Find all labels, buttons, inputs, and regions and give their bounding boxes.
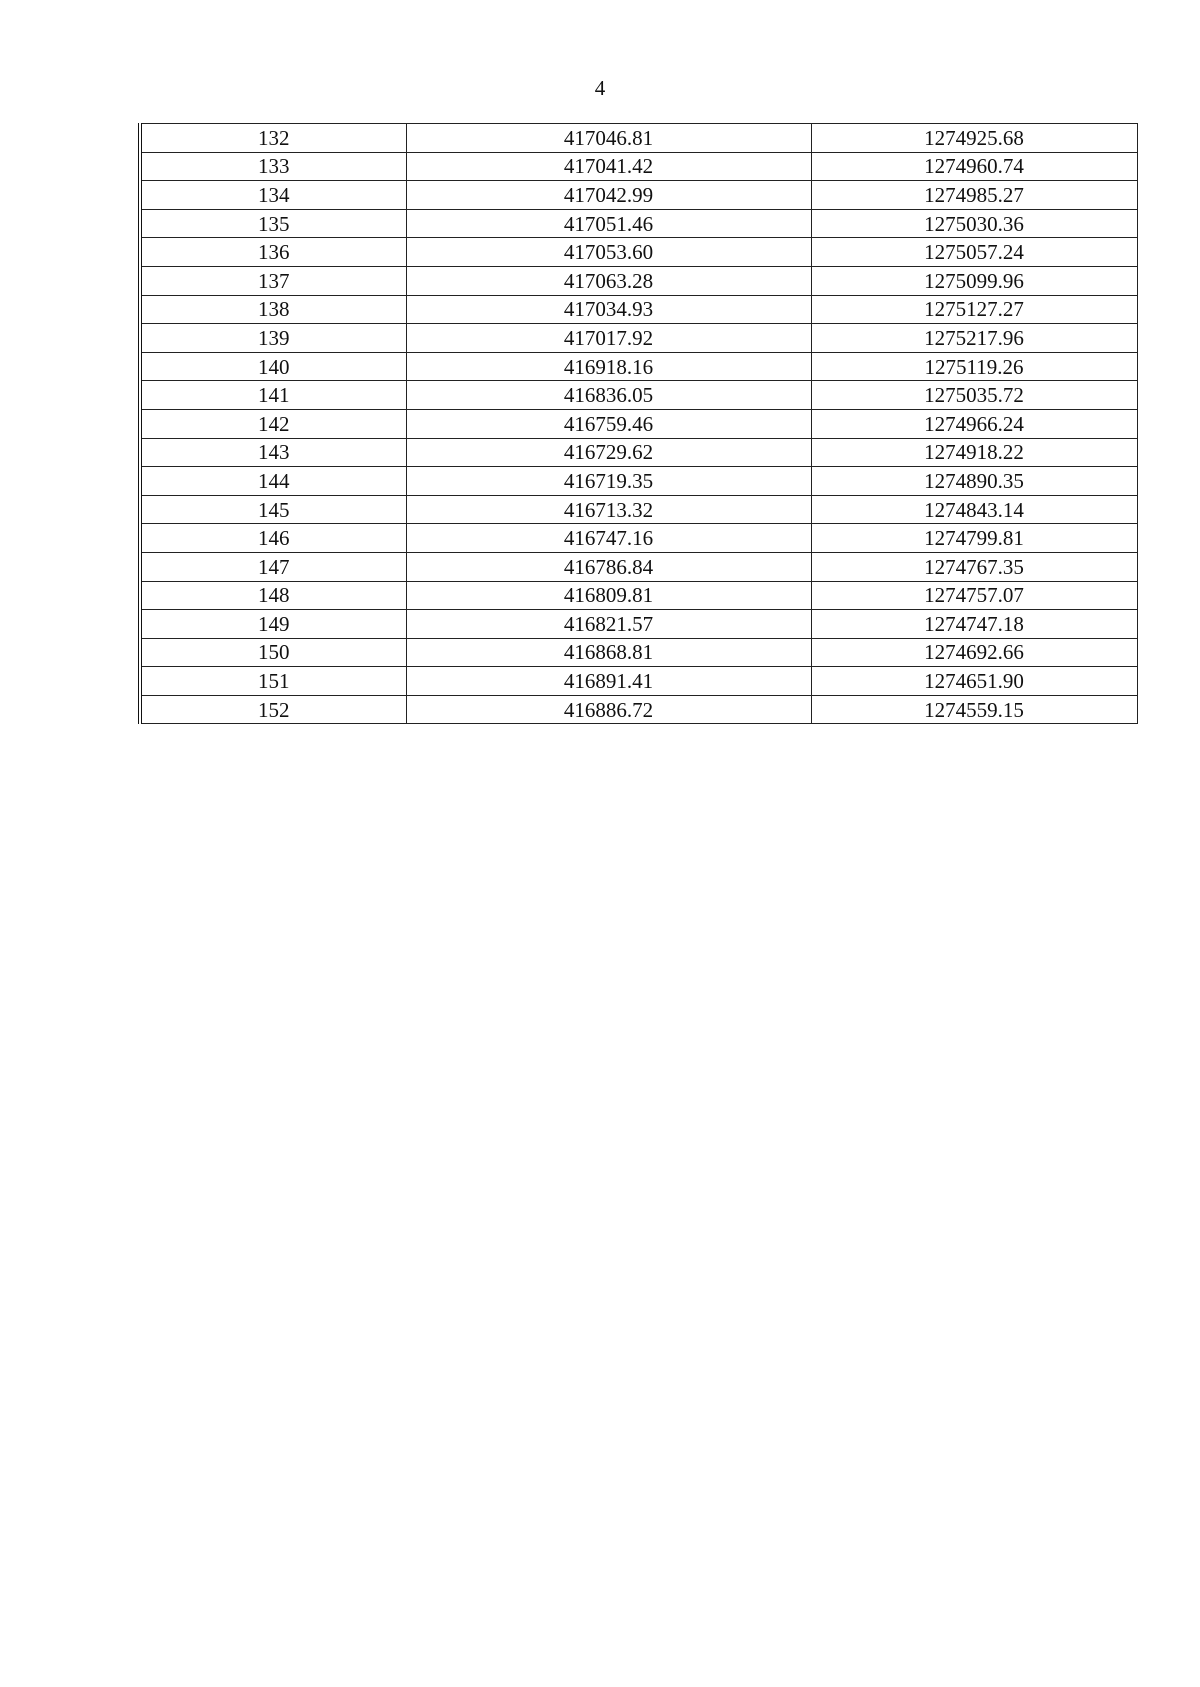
table-row <box>140 495 1137 524</box>
point-number-cell: 149 <box>140 610 406 639</box>
table-row <box>140 438 1137 467</box>
table-row <box>140 610 1137 639</box>
point-number-cell: 140 <box>140 352 406 381</box>
table-row <box>140 524 1137 553</box>
point-number-cell: 146 <box>140 524 406 553</box>
x-coordinate-cell: 416759.46 <box>406 409 811 438</box>
point-number-cell: 137 <box>140 266 406 295</box>
y-coordinate-cell: 1275127.27 <box>811 295 1137 324</box>
coordinates-table <box>138 123 1138 724</box>
y-coordinate-cell: 1274925.68 <box>811 124 1137 153</box>
x-coordinate-cell: 416868.81 <box>406 638 811 667</box>
point-number-cell: 152 <box>140 695 406 724</box>
y-coordinate-cell: 1274843.14 <box>811 495 1137 524</box>
x-coordinate-cell: 416809.81 <box>406 581 811 610</box>
table-row <box>140 238 1137 267</box>
point-number-cell: 145 <box>140 495 406 524</box>
table-row <box>140 152 1137 181</box>
y-coordinate-cell: 1274767.35 <box>811 552 1137 581</box>
point-number-cell: 132 <box>140 124 406 153</box>
point-number-cell: 138 <box>140 295 406 324</box>
y-coordinate-cell: 1274960.74 <box>811 152 1137 181</box>
y-coordinate-cell: 1275099.96 <box>811 266 1137 295</box>
x-coordinate-cell: 417034.93 <box>406 295 811 324</box>
point-number-cell: 142 <box>140 409 406 438</box>
table-row <box>140 181 1137 210</box>
point-number-cell: 148 <box>140 581 406 610</box>
x-coordinate-cell: 417063.28 <box>406 266 811 295</box>
x-coordinate-cell: 416836.05 <box>406 381 811 410</box>
table-row <box>140 209 1137 238</box>
y-coordinate-cell: 1274799.81 <box>811 524 1137 553</box>
page-number: 4 <box>594 76 606 100</box>
point-number-cell: 136 <box>140 238 406 267</box>
y-coordinate-cell: 1274985.27 <box>811 181 1137 210</box>
x-coordinate-cell: 417051.46 <box>406 209 811 238</box>
x-coordinate-cell: 416786.84 <box>406 552 811 581</box>
table-row <box>140 324 1137 353</box>
point-number-cell: 151 <box>140 667 406 696</box>
x-coordinate-cell: 416713.32 <box>406 495 811 524</box>
table-row <box>140 552 1137 581</box>
point-number-cell: 141 <box>140 381 406 410</box>
y-coordinate-cell: 1274692.66 <box>811 638 1137 667</box>
point-number-cell: 135 <box>140 209 406 238</box>
y-coordinate-cell: 1274651.90 <box>811 667 1137 696</box>
point-number-cell: 144 <box>140 467 406 496</box>
table-row <box>140 381 1137 410</box>
point-number-cell: 139 <box>140 324 406 353</box>
x-coordinate-cell: 417042.99 <box>406 181 811 210</box>
coordinates-table-body <box>140 124 1137 724</box>
point-number-cell: 147 <box>140 552 406 581</box>
table-row <box>140 695 1137 724</box>
table-row <box>140 581 1137 610</box>
table-row <box>140 124 1137 153</box>
x-coordinate-cell: 417046.81 <box>406 124 811 153</box>
point-number-cell: 134 <box>140 181 406 210</box>
y-coordinate-cell: 1275035.72 <box>811 381 1137 410</box>
x-coordinate-cell: 416747.16 <box>406 524 811 553</box>
table-row <box>140 467 1137 496</box>
x-coordinate-cell: 416918.16 <box>406 352 811 381</box>
y-coordinate-cell: 1274757.07 <box>811 581 1137 610</box>
y-coordinate-cell: 1274890.35 <box>811 467 1137 496</box>
table-row <box>140 266 1137 295</box>
x-coordinate-cell: 416821.57 <box>406 610 811 639</box>
point-number-cell: 133 <box>140 152 406 181</box>
x-coordinate-cell: 416719.35 <box>406 467 811 496</box>
table-row <box>140 667 1137 696</box>
table-row <box>140 409 1137 438</box>
y-coordinate-cell: 1275057.24 <box>811 238 1137 267</box>
y-coordinate-cell: 1274918.22 <box>811 438 1137 467</box>
x-coordinate-cell: 416886.72 <box>406 695 811 724</box>
x-coordinate-cell: 417053.60 <box>406 238 811 267</box>
x-coordinate-cell: 417017.92 <box>406 324 811 353</box>
x-coordinate-cell: 417041.42 <box>406 152 811 181</box>
point-number-cell: 150 <box>140 638 406 667</box>
table-row <box>140 638 1137 667</box>
y-coordinate-cell: 1274559.15 <box>811 695 1137 724</box>
table-row <box>140 295 1137 324</box>
y-coordinate-cell: 1275030.36 <box>811 209 1137 238</box>
y-coordinate-cell: 1275217.96 <box>811 324 1137 353</box>
x-coordinate-cell: 416891.41 <box>406 667 811 696</box>
table-row <box>140 352 1137 381</box>
y-coordinate-cell: 1275119.26 <box>811 352 1137 381</box>
y-coordinate-cell: 1274747.18 <box>811 610 1137 639</box>
point-number-cell: 143 <box>140 438 406 467</box>
y-coordinate-cell: 1274966.24 <box>811 409 1137 438</box>
x-coordinate-cell: 416729.62 <box>406 438 811 467</box>
